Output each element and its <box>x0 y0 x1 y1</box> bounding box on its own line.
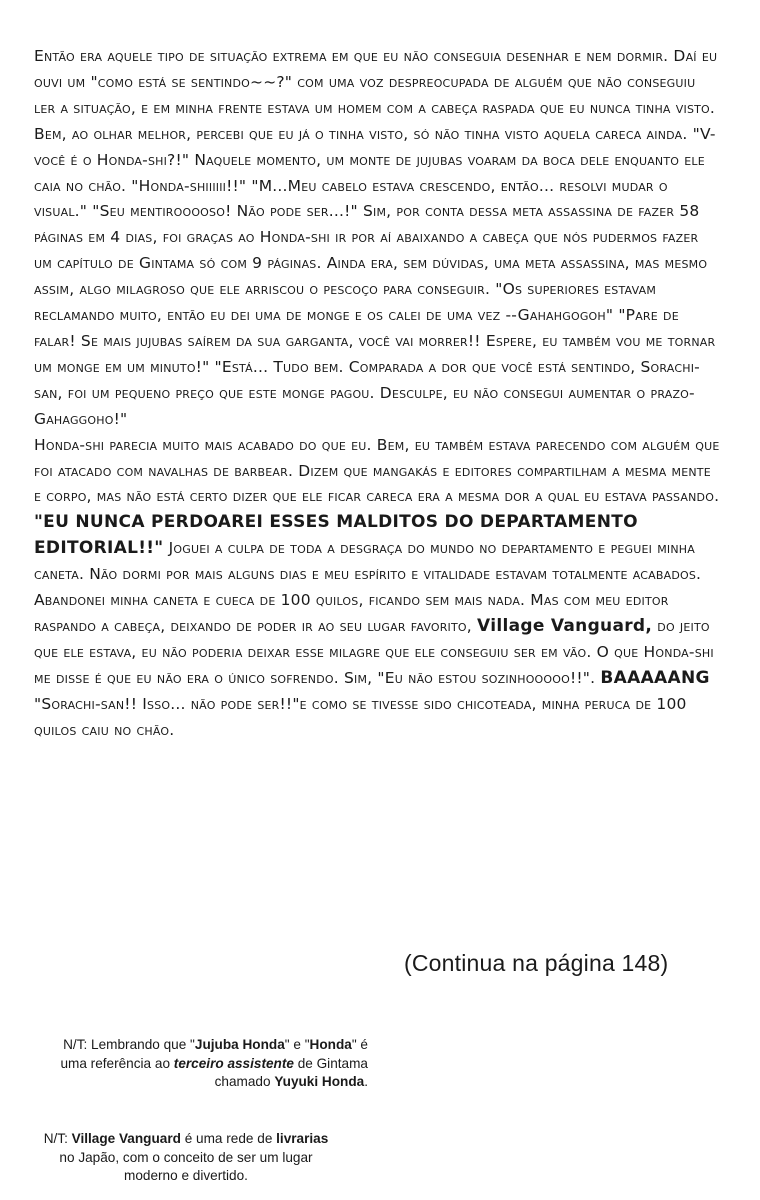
note1-text-3: " é uma referência ao <box>60 1037 368 1071</box>
note1-bold-2: Honda <box>309 1037 352 1052</box>
note1-italic: terceiro assistente <box>173 1055 294 1071</box>
note1-text-5: . <box>364 1074 368 1090</box>
paragraph-2-middle: Joguei a culpa de toda a desgraça do mundo no departamento e peguei minha caneta. Não dormi por mais alguns dias e meu espírito e vitalidade estavam totalmente acabados. Abandonei minha caneta e cueca de 100 quilos, ficando sem mais nada. Mas com meu editor raspando a cabeça, deixando de poder ir ao seu lugar favorito, <box>34 539 702 635</box>
translator-note-village-vanguard <box>40 1130 332 1186</box>
paragraph-2-continue: do jeito que ele estava, eu não poderia deixar esse milagre que ele conseguiu ser em vão. O que Honda-shi me disse é que eu não era o único sofrendo. Sim, "Eu não estou sozinhooooo!!". <box>34 616 714 687</box>
editorial-shout: "EU NUNCA PERDOAREI ESSES MALDITOS DO DEPARTAMENTO EDITORIAL!!" <box>34 512 638 559</box>
note2-text-2: é uma rede de <box>180 1131 277 1146</box>
note1-text-4: de Gintama chamado <box>214 1055 368 1090</box>
bang-sound-effect: BAAAAANG <box>600 667 710 688</box>
note1-bold-1: Jujuba Honda <box>194 1037 285 1052</box>
note1-text-1: N/T: Lembrando que " <box>63 1037 195 1052</box>
main-text <box>34 44 720 743</box>
note1-text-2: " e " <box>284 1037 310 1052</box>
translator-note-honda <box>34 1036 368 1092</box>
village-vanguard-emphasis: Village Vanguard, <box>477 615 653 636</box>
note2-text-3: no Japão, com o conceito de ser um lugar moderno e divertido. <box>59 1149 313 1184</box>
paragraph-1: Então era aquele tipo de situação extrema em que eu não conseguia desenhar e nem dormir. Daí eu ouvi um "como está se sentindo~~?" com uma voz despreocupada de alguém que não conseguiu ler a situação, e em minha frente estava um homem com a cabeça raspada que eu nunca tinha visto. Bem, ao olhar melhor, percebi que eu já o tinha visto, só não tinha visto aquela careca ainda. "V-você é o Honda-shi?!" Naquele momento, um monte de jujubas voaram da boca dele enquanto ele caia no chão. "Honda-shiiiiii!!" "M...Meu cabelo estava crescendo, então... resolvi mudar o visual." "Seu mentirooooso! Não pode ser...!" Sim, por conta dessa meta assassina de fazer 58 páginas em 4 dias, foi graças ao Honda-shi ir por aí abaixando a cabeça que nós pudermos fazer um capítulo de Gintama só com 9 páginas. Ainda era, sem dúvidas, uma meta assassina, mas mesmo assim, algo milagroso que ele arriscou o pescoço para conseguir. "Os superiores estavam reclamando muito, então eu dei uma de monge e os calei de uma vez --Gahahgogoh" "Pare de falar! Se mais jujubas saírem da sua garganta, você vai morrer!! Espere, eu também vou me tornar um monge em um minuto!" "Está... Tudo bem. Comparada a dor que você está sentindo, Sorachi-san, foi um pequeno preço que este monge pagou. Desculpe, eu não consegui aumentar o prazo- Gahaggoho!" <box>34 47 718 428</box>
note2-text-1: N/T: <box>43 1131 72 1146</box>
paragraph-2-start: Honda-shi parecia muito mais acabado do que eu. Bem, eu também estava parecendo com alguém que foi atacado com navalhas de barbear. Dizem que mangakás e editores compartilham a mesma mente e corpo, mas não está certo dizer que ele ficar careca era a mesma dor a qual eu estava passando. <box>34 435 720 506</box>
note1-bold-3: Yuyuki Honda <box>274 1074 365 1090</box>
continued-on-page: (Continua na página 148) <box>404 950 669 976</box>
paragraph-2-end: "Sorachi-san!! Isso... não pode ser!!"e como se tivesse sido chicoteada, minha peruca de 100 quilos caiu no chão. <box>34 694 687 739</box>
note2-bold-2: livrarias <box>276 1131 329 1146</box>
note2-bold-1: Village Vanguard <box>71 1131 181 1146</box>
